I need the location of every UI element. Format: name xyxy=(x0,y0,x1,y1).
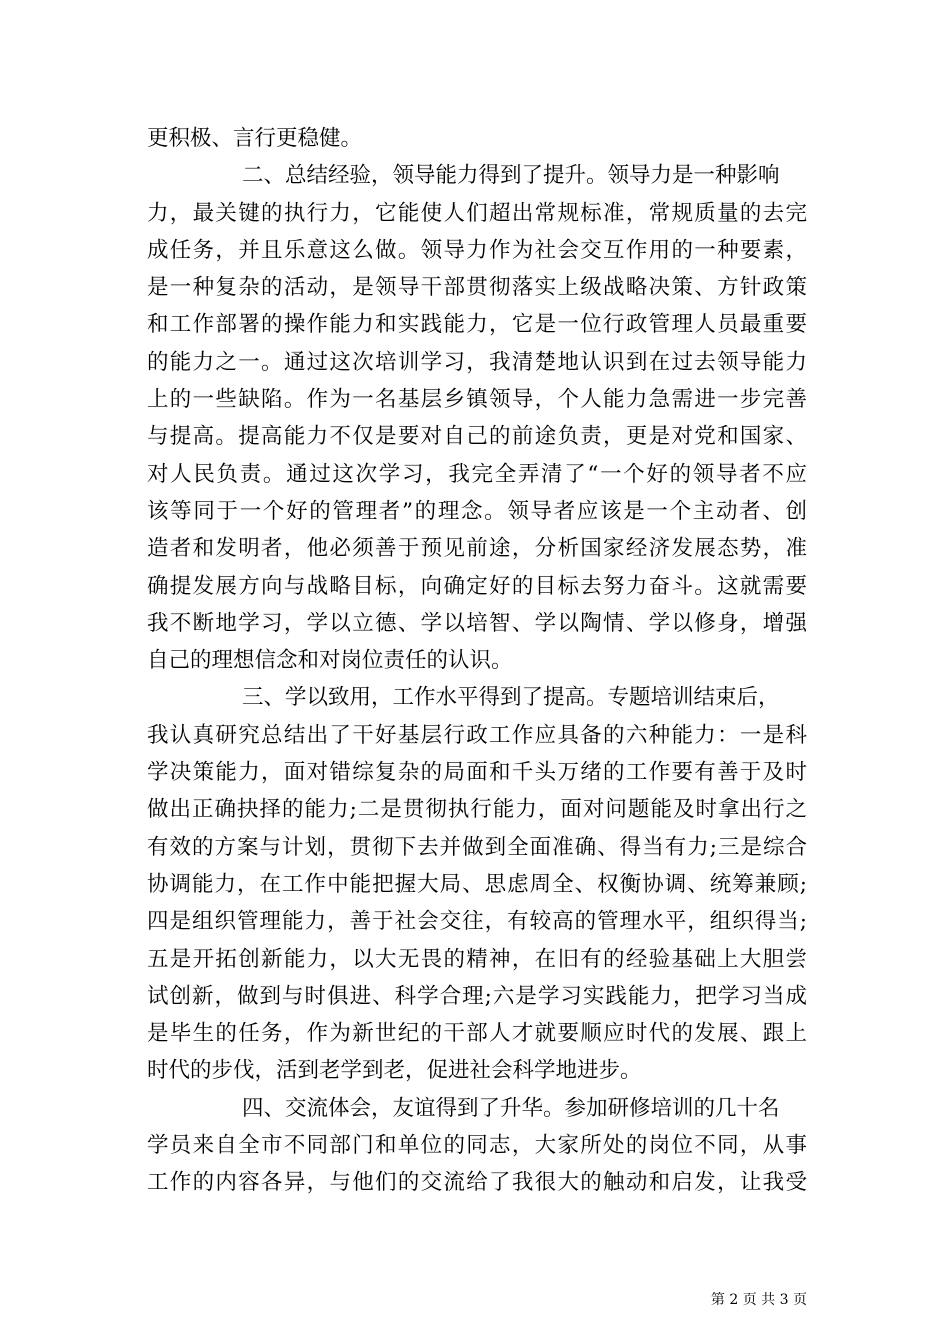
text-line: 工作的内容各异，与他们的交流给了我很大的触动和启发，让我受 xyxy=(147,1170,807,1196)
text-line: 有效的方案与计划，贯彻下去并做到全面准确、得当有力;三是综合 xyxy=(147,834,807,860)
text-line: 时代的步伐，活到老学到老，促进社会科学地进步。 xyxy=(147,1058,642,1084)
text-line: 造者和发明者，他必须善于预见前途，分析国家经济发展态势，准 xyxy=(147,536,807,562)
text-line: 做出正确抉择的能力;二是贯彻执行能力，面对问题能及时拿出行之 xyxy=(147,797,807,823)
text-line: 是一种复杂的活动，是领导干部贯彻落实上级战略决策、方针政策 xyxy=(147,275,807,301)
text-line: 五是开拓创新能力，以大无畏的精神，在旧有的经验基础上大胆尝 xyxy=(147,946,807,972)
text-line: 试创新，做到与时俱进、科学合理;六是学习实践能力，把学习当成 xyxy=(147,983,807,1009)
text-line: 学员来自全市不同部门和单位的同志，大家所处的岗位不同，从事 xyxy=(147,1133,807,1159)
text-line: 和工作部署的操作能力和实践能力，它是一位行政管理人员最重要 xyxy=(147,312,807,338)
text-line: 是毕生的任务，作为新世纪的干部人才就要顺应时代的发展、跟上 xyxy=(147,1021,807,1047)
text-line: 协调能力，在工作中能把握大局、思虑周全、权衡协调、统筹兼顾; xyxy=(147,871,807,897)
section-heading-line: 三、学以致用，工作水平得到了提高。专题培训结束后， xyxy=(242,685,780,711)
text-line: 成任务，并且乐意这么做。领导力作为社会交互作用的一种要素， xyxy=(147,237,807,263)
text-line: 确提发展方向与战略目标，向确定好的目标去努力奋斗。这就需要 xyxy=(147,573,807,599)
text-line: 的能力之一。通过这次培训学习，我清楚地认识到在过去领导能力 xyxy=(147,349,807,375)
document-body xyxy=(147,120,807,1202)
text-line: 我不断地学习，学以立德、学以培智、学以陶情、学以修身，增强 xyxy=(147,610,807,636)
text-line: 该等同于一个好的管理者”的理念。领导者应该是一个主动者、创 xyxy=(147,498,807,524)
text-line: 对人民负责。通过这次学习，我完全弄清了“一个好的领导者不应 xyxy=(147,461,807,487)
text-line: 力，最关键的执行力，它能使人们超出常规标准，常规质量的去完 xyxy=(147,200,807,226)
text-line: 上的一些缺陷。作为一名基层乡镇领导，个人能力急需进一步完善 xyxy=(147,387,807,413)
text-line: 我认真研究总结出了干好基层行政工作应具备的六种能力：一是科 xyxy=(147,722,807,748)
text-line: 学决策能力，面对错综复杂的局面和千头万绪的工作要有善于及时 xyxy=(147,760,807,786)
text-line: 更积极、言行更稳健。 xyxy=(147,126,363,151)
section-heading-line: 四、交流体会，友谊得到了升华。参加研修培训的几十名 xyxy=(242,1095,780,1121)
text-line: 与提高。提高能力不仅是要对自己的前途负责，更是对党和国家、 xyxy=(147,424,807,450)
text-line: 四是组织管理能力，善于社会交往，有较高的管理水平，组织得当; xyxy=(147,909,807,935)
text-line: 自己的理想信念和对岗位责任的认识。 xyxy=(147,648,513,674)
page-number-footer: 第 2 页 共 3 页 xyxy=(710,1292,807,1308)
section-heading-line: 二、总结经验，领导能力得到了提升。领导力是一种影响 xyxy=(242,163,780,189)
